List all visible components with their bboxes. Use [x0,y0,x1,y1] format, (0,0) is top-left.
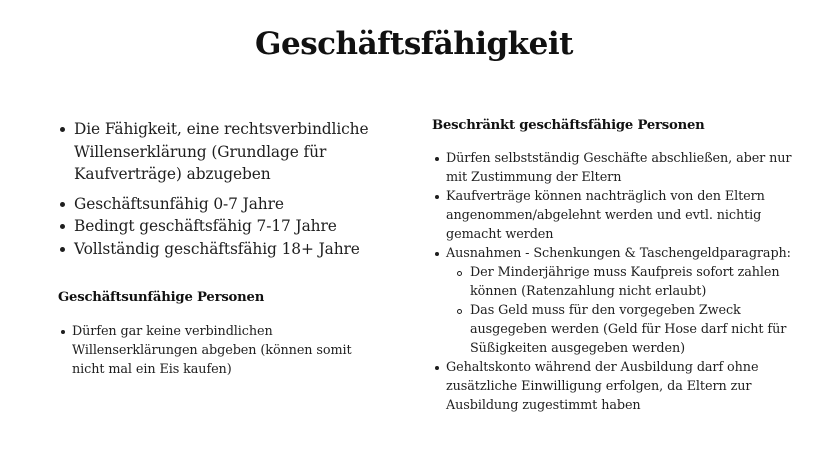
section-heading-beschraenkt: Beschränkt geschäftsfähige Personen [432,118,705,133]
list-item: Dürfen selbstständig Geschäfte abschließen, aber nur mit Zustimmung der Eltern [432,149,804,187]
list-item: Vollständig geschäftsfähig 18+ Jahre [58,238,388,261]
list-item: Dürfen gar keine verbindlichen Willenserklärungen abgeben (können somit nicht mal ein Eis kaufen) [58,322,384,379]
list-item: Ausnahmen - Schenkungen & Taschengeldparagraph: [432,244,804,263]
list-item: Geschäftsunfähig 0-7 Jahre [58,193,388,216]
beschraenkt-list [432,149,804,415]
list-item: Die Fähigkeit, eine rechtsverbindliche Willenserklärung (Grundlage für Kaufverträge) abzugeben [58,118,388,186]
left-column [58,118,388,379]
right-column [432,118,804,415]
section-heading-geschaeftsunfaehig: Geschäftsunfähige Personen [58,290,265,305]
page-title: Geschäftsfähigkeit [255,26,573,62]
list-item: Bedingt geschäftsfähig 7-17 Jahre [58,215,388,238]
list-item: Gehaltskonto während der Ausbildung darf ohne zusätzliche Einwilligung erfolgen, da Eltern zur Ausbildung zugestimmt haben [432,358,804,415]
geschaeftsunfaehig-list [58,322,384,379]
sub-list-item: Der Minderjährige muss Kaufpreis sofort zahlen können (Ratenzahlung nicht erlaubt) [432,263,804,301]
definition-list [58,118,388,260]
sub-list-item: Das Geld muss für den vorgegeben Zweck ausgegeben werden (Geld für Hose darf nicht für Süßigkeiten ausgegeben werden) [432,301,804,358]
list-item: Kaufverträge können nachträglich von den Eltern angenommen/abgelehnt werden und evtl. nichtig gemacht werden [432,187,804,244]
